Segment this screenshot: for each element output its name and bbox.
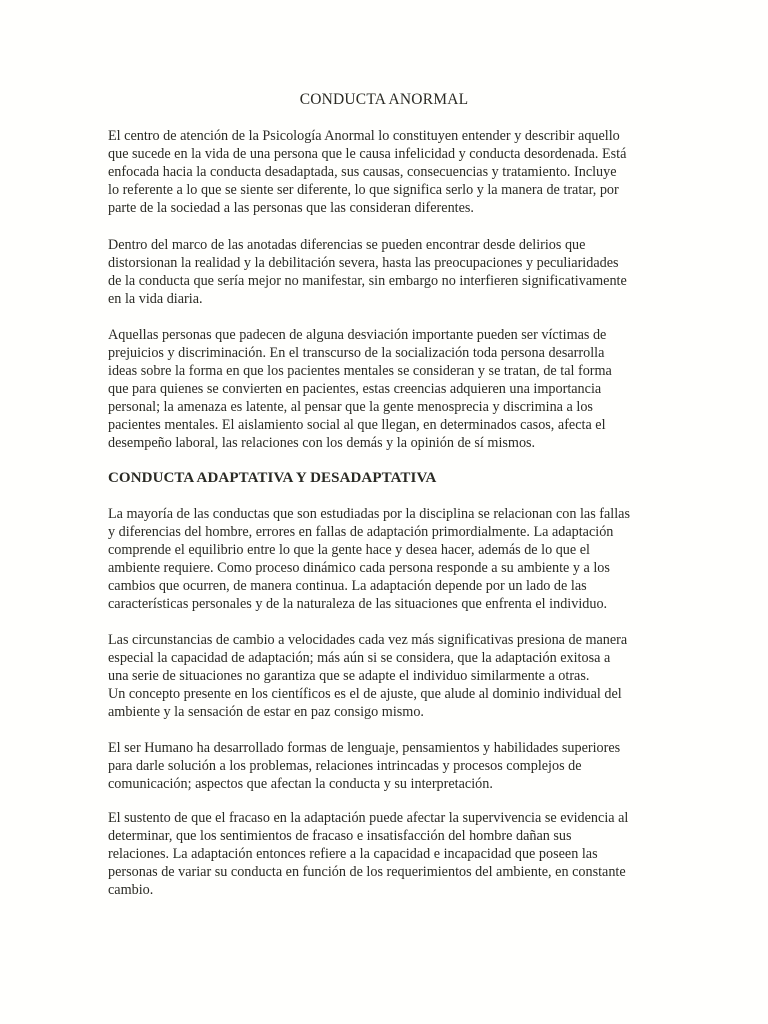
text-line: comprende el equilibrio entre lo que la gente hace y desea hacer, además de lo que el xyxy=(108,542,590,558)
text-line: ambiente requiere. Como proceso dinámico cada persona responde a su ambiente y a los xyxy=(108,560,610,576)
text-line: especial la capacidad de adaptación; más aún si se considera, que la adaptación exitosa a xyxy=(108,650,611,666)
text-line: Un concepto presente en los científicos es el de ajuste, que alude al dominio individual del xyxy=(108,686,622,702)
text-line: enfocada hacia la conducta desadaptada, sus causas, consecuencias y tratamiento. Incluye xyxy=(108,164,617,180)
text-line: Las circunstancias de cambio a velocidades cada vez más significativas presiona de manera xyxy=(108,632,628,648)
paragraph-change xyxy=(108,631,698,721)
section-heading: CONDUCTA ADAPTATIVA Y DESADAPTATIVA xyxy=(108,470,437,486)
paragraph-survival xyxy=(108,809,698,899)
text-line: lo referente a lo que se siente ser diferente, lo que significa serlo y la manera de tratar, por xyxy=(108,182,619,198)
text-line: cambio. xyxy=(108,882,154,898)
text-line: cambios que ocurren, de manera continua. La adaptación depende por un lado de las xyxy=(108,578,587,594)
paragraph-adaptation xyxy=(108,505,698,613)
text-line: personas de variar su conducta en función de los requerimientos del ambiente, en constante xyxy=(108,864,626,880)
text-line: de la conducta que sería mejor no manifestar, sin embargo no interfieren significativamente xyxy=(108,273,627,289)
paragraph-differences xyxy=(108,236,698,308)
text-line: comunicación; aspectos que afectan la conducta y su interpretación. xyxy=(108,776,493,792)
paragraph-intro xyxy=(108,127,698,217)
text-line: prejuicios y discriminación. En el transcurso de la socialización toda persona desarrolla xyxy=(108,345,605,361)
paragraph-discrimination xyxy=(108,326,698,452)
text-line: que para quienes se convierten en pacientes, estas creencias adquieren una importancia xyxy=(108,381,602,397)
text-line: Aquellas personas que padecen de alguna desviación importante pueden ser víctimas de xyxy=(108,327,607,343)
text-line: Dentro del marco de las anotadas diferencias se pueden encontrar desde delirios que xyxy=(108,237,586,253)
text-line: que sucede en la vida de una persona que le causa infelicidad y conducta desordenada. Está xyxy=(108,146,627,162)
text-line: en la vida diaria. xyxy=(108,291,203,307)
text-line: distorsionan la realidad y la debilitación severa, hasta las preocupaciones y peculiaridades xyxy=(108,255,619,271)
text-line: parte de la sociedad a las personas que las consideran diferentes. xyxy=(108,200,474,216)
text-line: desempeño laboral, las relaciones con los demás y la opinión de sí mismos. xyxy=(108,435,536,451)
text-line: para darle solución a los problemas, relaciones intrincadas y procesos complejos de xyxy=(108,758,582,774)
text-line: relaciones. La adaptación entonces refiere a la capacidad e incapacidad que poseen las xyxy=(108,846,598,862)
text-line: determinar, que los sentimientos de fracaso e insatisfacción del hombre dañan sus xyxy=(108,828,572,844)
paragraph-human xyxy=(108,739,698,793)
text-line: y diferencias del hombre, errores en fallas de adaptación primordialmente. La adaptación xyxy=(108,524,614,540)
text-line: El sustento de que el fracaso en la adaptación puede afectar la supervivencia se evidencia al xyxy=(108,810,629,826)
text-line: El ser Humano ha desarrollado formas de lenguaje, pensamientos y habilidades superiores xyxy=(108,740,621,756)
text-line: El centro de atención de la Psicología Anormal lo constituyen entender y describir aquello xyxy=(108,128,620,144)
text-line: pacientes mentales. El aislamiento social al que llegan, en determinados casos, afecta el xyxy=(108,417,606,433)
text-line: La mayoría de las conductas que son estudiadas por la disciplina se relacionan con las fallas xyxy=(108,506,631,522)
text-line: una serie de situaciones no garantiza que se adapte el individuo similarmente a otras. xyxy=(108,668,590,684)
text-line: ambiente y la sensación de estar en paz consigo mismo. xyxy=(108,704,424,720)
text-line: características personales y de la naturaleza de las situaciones que enfrenta el individuo. xyxy=(108,596,608,612)
document-title: CONDUCTA ANORMAL xyxy=(299,91,469,108)
text-line: personal; la amenaza es latente, al pensar que la gente menosprecia y discrimina a los xyxy=(108,399,593,415)
text-line: ideas sobre la forma en que los pacientes mentales se consideran y se tratan, de tal forma xyxy=(108,363,612,379)
